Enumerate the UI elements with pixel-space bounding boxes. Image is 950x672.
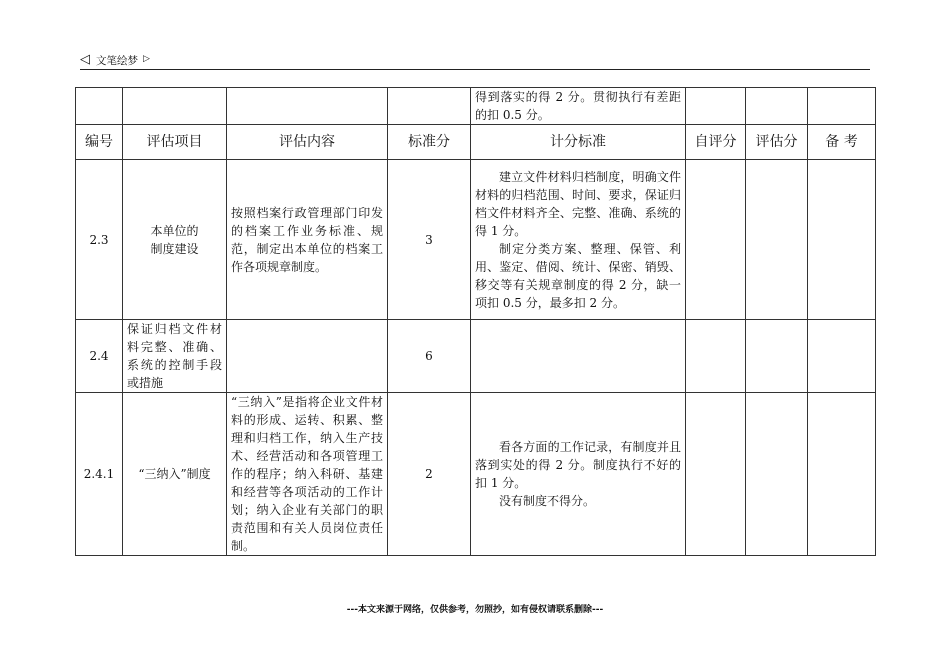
row-score: 6: [388, 320, 471, 393]
header-divider: [80, 69, 870, 70]
brand-name: 文笔绘梦: [96, 55, 138, 67]
left-triangle-icon: ◁: [80, 52, 90, 67]
row-remarks: [808, 393, 876, 556]
row-score: 3: [388, 160, 471, 320]
row-eval-score: [746, 320, 808, 393]
page-header: [80, 52, 870, 70]
row-criteria: [471, 393, 686, 556]
row-content: 按照档案行政管理部门印发的档案工作业务标准、规范，制定出本单位的档案工作各项规章制度。: [227, 160, 388, 320]
criteria-paragraph: 制定分类方案、整理、保管、利用、鉴定、借阅、统计、保密、销毁、移交等有关规章制度的得 2 分，缺一项扣 0.5 分，最多扣 2 分。: [475, 241, 681, 310]
criteria-paragraph: 没有制度不得分。: [499, 494, 596, 508]
column-header-criteria: 计分标准: [471, 125, 686, 160]
row-remarks: [808, 320, 876, 393]
row-id: 2.4.1: [76, 393, 123, 556]
row-eval-score: [746, 160, 808, 320]
row-self-score: [686, 320, 746, 393]
continuation-criteria: 得到落实的得 2 分。贯彻执行有差距的扣 0.5 分。: [471, 88, 686, 125]
table-row: [76, 393, 876, 556]
table-row: [76, 160, 876, 320]
criteria-paragraph: 建立文件材料归档制度，明确文件材料的归档范围、时间、要求，保证归档文件材料齐全、完整、准确、系统的得 1 分。: [475, 169, 681, 238]
column-header-standard-score: 标准分: [388, 125, 471, 160]
row-content: [227, 320, 388, 393]
row-score: 2: [388, 393, 471, 556]
row-id: 2.3: [76, 160, 123, 320]
table-row: [76, 320, 876, 393]
row-id: 2.4: [76, 320, 123, 393]
page-footer: ---本文来源于网络，仅供参考，勿照抄，如有侵权请联系删除---: [346, 605, 604, 615]
row-criteria: [471, 160, 686, 320]
column-header-content: 评估内容: [227, 125, 388, 160]
table-header-row: [76, 125, 876, 160]
row-item: 保证归档文件材料完整、准确、系统的控制手段或措施: [123, 320, 227, 393]
row-item: 本单位的制度建设: [123, 160, 227, 320]
row-remarks: [808, 160, 876, 320]
column-header-eval-score: 评估分: [746, 125, 808, 160]
column-header-self-score: 自评分: [686, 125, 746, 160]
column-header-id: 编号: [76, 125, 123, 160]
column-header-remarks: 备 考: [808, 125, 876, 160]
right-triangle-icon: ▷: [143, 54, 150, 64]
column-header-item: 评估项目: [123, 125, 227, 160]
criteria-paragraph: 看各方面的工作记录，有制度并且落到实处的得 2 分。制度执行不好的扣 1 分。: [475, 440, 681, 490]
row-content: “三纳入”是指将企业文件材料的形成、运转、积累、整理和归档工作，纳入生产技术、经营活动和各项管理工作的程序；纳入科研、基建和经营等各项活动的工作计划；纳入企业有关部门的职责范围和有关人员岗位责任制。: [227, 393, 388, 556]
row-criteria: [471, 320, 686, 393]
row-self-score: [686, 393, 746, 556]
row-eval-score: [746, 393, 808, 556]
row-self-score: [686, 160, 746, 320]
assessment-table: [75, 87, 876, 556]
continuation-row: [76, 88, 876, 125]
row-item: “三纳入”制度: [123, 393, 227, 556]
